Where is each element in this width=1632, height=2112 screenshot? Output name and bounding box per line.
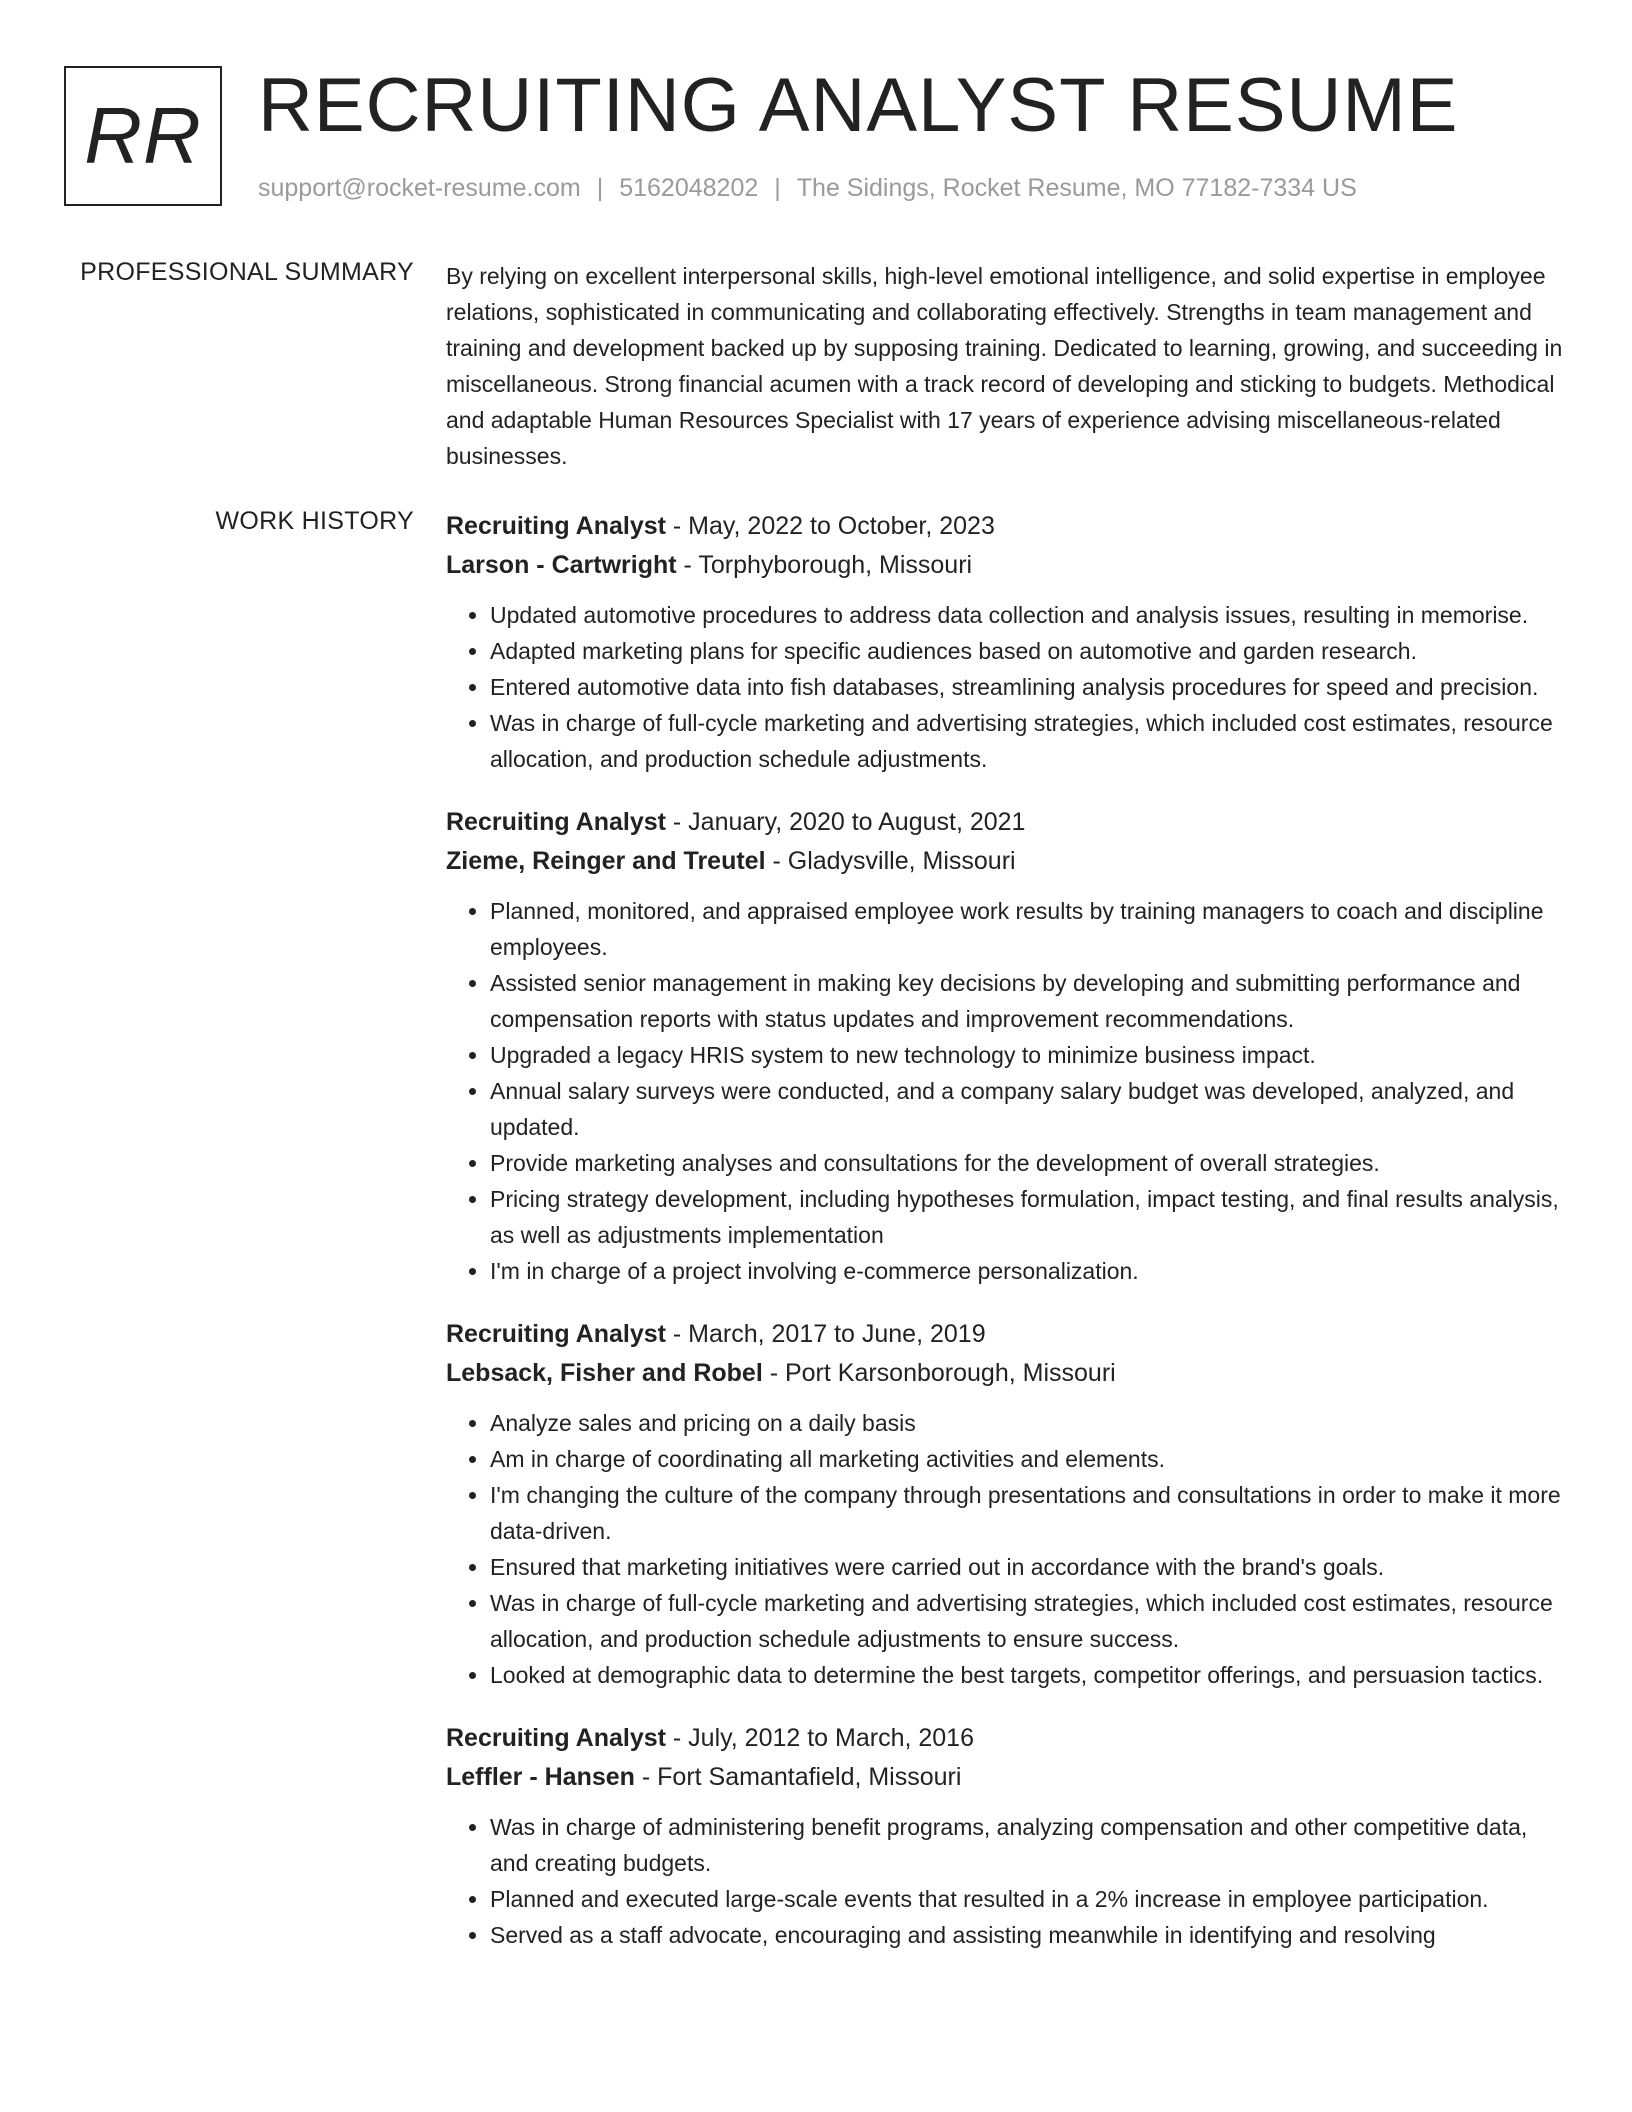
- job-title: Recruiting Analyst: [446, 1320, 666, 1348]
- job-bullet: • Annual salary surveys were conducted, and a company salary budget was developed, analyzed, and updated.: [490, 1073, 1568, 1145]
- job-location: - Fort Samantafield, Missouri: [634, 1763, 962, 1791]
- job-entry: [446, 1719, 1568, 1953]
- job-bullet: • Assisted senior management in making key decisions by developing and submitting performance and compensation reports with status updates and improvement recommendations.: [490, 965, 1568, 1037]
- job-location: - Gladysville, Missouri: [765, 847, 1016, 875]
- contact-phone[interactable]: 5162048202: [619, 174, 759, 202]
- contact-separator: |: [596, 174, 604, 202]
- section-label-work-history: WORK HISTORY: [215, 507, 414, 535]
- job-bullet: • Upgraded a legacy HRIS system to new technology to minimize business impact.: [490, 1037, 1568, 1073]
- job-title: Recruiting Analyst: [446, 512, 666, 540]
- job-bullet: • Updated automotive procedures to address data collection and analysis issues, resulting in memorise.: [490, 597, 1568, 633]
- job-title-line: [446, 1719, 1568, 1758]
- job-bullet: • Was in charge of full-cycle marketing and advertising strategies, which included cost estimates, resource allocation, and production schedule adjustments.: [490, 705, 1568, 777]
- job-bullet: • Served as a staff advocate, encouraging and assisting meanwhile in identifying and resolving: [490, 1917, 1568, 1953]
- job-title: Recruiting Analyst: [446, 808, 666, 836]
- job-bullet: • Planned and executed large-scale events that resulted in a 2% increase in employee participation.: [490, 1881, 1568, 1917]
- job-dates: - January, 2020 to August, 2021: [665, 808, 1026, 836]
- job-bullet: • Pricing strategy development, including hypotheses formulation, impact testing, and final results analysis, as well as adjustments implementation: [490, 1181, 1568, 1253]
- job-location: - Port Karsonborough, Missouri: [762, 1359, 1116, 1387]
- job-bullets: [446, 1405, 1568, 1693]
- job-title-line: [446, 1315, 1568, 1354]
- summary-text: By relying on excellent interpersonal skills, high-level emotional intelligence, and solid expertise in employee relations, sophisticated in communicating and collaborating effectively. Strengths in team management and training and development backed up by supposing training. Dedicated to learning, growing, and succeeding in miscellaneous. Strong financial acumen with a track record of developing and sticking to budgets. Methodical and adaptable Human Resources Specialist with 17 years of experience advising miscellaneous-related businesses.: [446, 263, 1563, 469]
- page-title: RECRUITING ANALYST RESUME: [258, 63, 1459, 148]
- job-bullet: • Planned, monitored, and appraised employee work results by training managers to coach and discipline employees.: [490, 893, 1568, 965]
- job-title-line: [446, 803, 1568, 842]
- job-bullet: • Analyze sales and pricing on a daily basis: [490, 1405, 1568, 1441]
- job-company-line: [446, 546, 1568, 585]
- contact-address: The Sidings, Rocket Resume, MO 77182-7334 US: [796, 174, 1357, 202]
- job-company: Lebsack, Fisher and Robel: [446, 1359, 763, 1387]
- job-bullet: • Looked at demographic data to determine the best targets, competitor offerings, and persuasion tactics.: [490, 1657, 1568, 1693]
- job-dates: - March, 2017 to June, 2019: [665, 1320, 986, 1348]
- job-bullet: • Entered automotive data into fish databases, streamlining analysis procedures for speed and precision.: [490, 669, 1568, 705]
- job-entry: [446, 803, 1568, 1289]
- job-company-line: [446, 1758, 1568, 1797]
- job-title-line: [446, 507, 1568, 546]
- job-bullets: [446, 597, 1568, 777]
- job-bullet: • Was in charge of full-cycle marketing and advertising strategies, which included cost estimates, resource allocation, and production schedule adjustments to ensure success.: [490, 1585, 1568, 1657]
- contact-line: [258, 174, 1357, 203]
- work-history-body: [446, 507, 1568, 1979]
- contact-email[interactable]: support@rocket-resume.com: [258, 174, 581, 202]
- job-company: Zieme, Reinger and Treutel: [446, 847, 766, 875]
- job-location: - Torphyborough, Missouri: [676, 551, 973, 579]
- job-bullet: • I'm changing the culture of the company through presentations and consultations in order to make it more data-driven.: [490, 1477, 1568, 1549]
- job-bullet: • Adapted marketing plans for specific audiences based on automotive and garden research.: [490, 633, 1568, 669]
- section-label-summary: PROFESSIONAL SUMMARY: [80, 258, 414, 286]
- job-bullet: • Am in charge of coordinating all marketing activities and elements.: [490, 1441, 1568, 1477]
- job-dates: - May, 2022 to October, 2023: [665, 512, 995, 540]
- job-company: Leffler - Hansen: [446, 1763, 635, 1791]
- job-bullets: [446, 1809, 1568, 1953]
- job-title: Recruiting Analyst: [446, 1724, 666, 1752]
- job-bullet: • I'm in charge of a project involving e-commerce personalization.: [490, 1253, 1568, 1289]
- job-company-line: [446, 842, 1568, 881]
- job-bullets: [446, 893, 1568, 1289]
- contact-separator: |: [774, 174, 781, 202]
- job-dates: - July, 2012 to March, 2016: [665, 1724, 974, 1752]
- job-bullet: • Was in charge of administering benefit programs, analyzing compensation and other competitive data, and creating budgets.: [490, 1809, 1568, 1881]
- job-entry: [446, 1315, 1568, 1693]
- summary-body: [446, 258, 1568, 474]
- job-entry: [446, 507, 1568, 777]
- resume-header: [64, 63, 1564, 216]
- monogram-logo: RR: [64, 66, 222, 206]
- job-company-line: [446, 1354, 1568, 1393]
- job-company: Larson - Cartwright: [446, 551, 677, 579]
- job-bullet: • Ensured that marketing initiatives were carried out in accordance with the brand's goals.: [490, 1549, 1568, 1585]
- job-bullet: • Provide marketing analyses and consultations for the development of overall strategies.: [490, 1145, 1568, 1181]
